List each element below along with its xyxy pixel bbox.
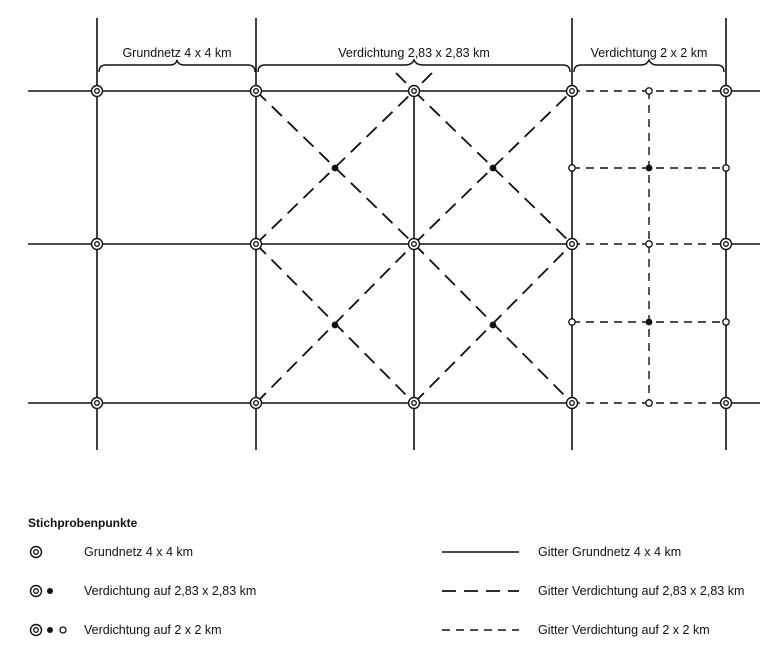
- legend-title: Stichprobenpunkte: [28, 516, 138, 530]
- bracket-grundnetz: [99, 60, 255, 72]
- grundnetz-point: [92, 86, 103, 97]
- grundnetz-point: [409, 398, 420, 409]
- verdichtung-2-point: [646, 400, 652, 406]
- verdichtung-2-point: [723, 319, 729, 325]
- legend-label-line-verdichtung-2: Gitter Verdichtung auf 2 x 2 km: [538, 623, 710, 637]
- grundnetz-point: [721, 239, 732, 250]
- legend-label-verdichtung-2: Verdichtung auf 2 x 2 km: [84, 623, 222, 637]
- grundnetz-point: [721, 86, 732, 97]
- legend-label-grundnetz: Grundnetz 4 x 4 km: [84, 545, 194, 559]
- grundnetz-point: [251, 239, 262, 250]
- verdichtung-2-point: [723, 165, 729, 171]
- bracket-verdichtung-283: [258, 60, 570, 72]
- grundnetz-point: [567, 86, 578, 97]
- grundnetz-point: [567, 239, 578, 250]
- verdichtung-283-point: [490, 322, 497, 329]
- verdichtung-2-point: [569, 165, 575, 171]
- grundnetz-point: [251, 398, 262, 409]
- grundnetz-points: [92, 86, 732, 409]
- grundnetz-point: [409, 86, 420, 97]
- legend-symbol-verdichtung-2: [31, 625, 67, 636]
- verdichtung-283-point: [490, 165, 497, 172]
- grundnetz-point: [92, 239, 103, 250]
- legend-symbol-verdichtung-283: [31, 586, 54, 597]
- grundnetz-point: [251, 86, 262, 97]
- legend-symbol-grundnetz: [31, 547, 42, 558]
- verdichtung-283-points: [332, 165, 653, 329]
- grundnetz-point: [567, 398, 578, 409]
- legend: [28, 516, 744, 637]
- bracket-label-verdichtung-283: Verdichtung 2,83 x 2,83 km: [338, 46, 490, 60]
- grundnetz-point: [721, 398, 732, 409]
- verdichtung-283-point: [646, 165, 653, 172]
- verdichtung-283-point: [332, 322, 339, 329]
- grundnetz-grid: [28, 18, 760, 450]
- legend-label-line-grundnetz: Gitter Grundnetz 4 x 4 km: [538, 545, 682, 559]
- legend-label-verdichtung-283: Verdichtung auf 2,83 x 2,83 km: [84, 584, 257, 598]
- bracket-label-verdichtung-2: Verdichtung 2 x 2 km: [590, 46, 708, 60]
- legend-label-line-verdichtung-283: Gitter Verdichtung auf 2,83 x 2,83 km: [538, 584, 745, 598]
- brackets: [99, 60, 724, 72]
- verdichtung-2-point: [646, 88, 652, 94]
- bracket-verdichtung-2: [574, 60, 724, 72]
- grundnetz-point: [409, 239, 420, 250]
- verdichtung-2-point: [646, 241, 652, 247]
- grundnetz-point: [92, 398, 103, 409]
- verdichtung-283-point: [332, 165, 339, 172]
- verdichtung-2-point: [569, 319, 575, 325]
- verdichtung-283-point: [646, 319, 653, 326]
- bracket-label-grundnetz: Grundnetz 4 x 4 km: [122, 46, 232, 60]
